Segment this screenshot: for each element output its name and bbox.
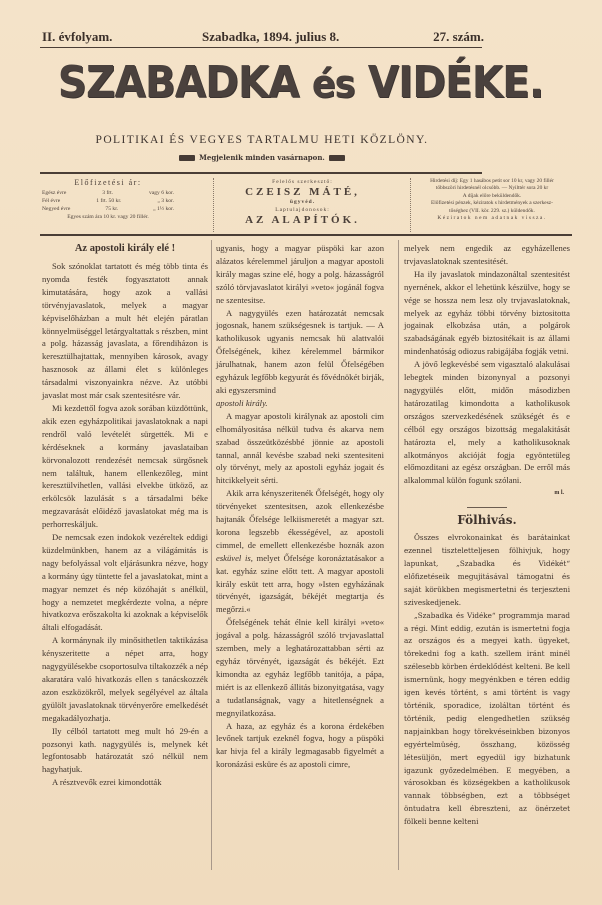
place-date: Szabadka, 1894. julius 8. [202, 29, 340, 44]
column-divider [398, 240, 399, 870]
editor-role: Felelős szerkesztő: [272, 179, 333, 185]
price-alt: „ 3 kor. [157, 198, 174, 204]
price-value: 75 kr. [105, 206, 119, 212]
paragraph [216, 487, 384, 616]
paragraph [216, 397, 384, 410]
paragraph: Ha ily javaslatok mindazonáltal szentesitést nyernének, akkor el lehetünk készülve, hogy se vége se hossza nem lesz oly trvjavaslatoknak, melyek az egyház többi törvény biztositotta jogainak elkobzása után, a polgárok szabadságának egyéb biztositékait is az állami mindenhatóság odiozus rabigájába fogják vetni. [404, 268, 570, 357]
ad-line: Kéziratok nem adatnak vissza. [437, 215, 547, 222]
ad-line: többszöri hirdetésnél olcsóbb. — Nyilttér sora 20 kr [435, 185, 549, 192]
price-row [42, 189, 174, 197]
subscription-box [42, 178, 174, 232]
paragraph: Sok szónoklat tartatott és még több tinta és nyomda festék fogyasztatott annak kimutatására, hogy azok a vallási törvényjavaslatok, melyek a magyar képviselőházban a mult hét elején páratlan könnyelmüséggel letárgyaltattak s részben, mint a polg. házasság javaslata, a főrendiházon is keresztülhajtattak, mennyiben károsok, avagy hasznosok az állami élet s különleges társadalmi viszonyainkra nézve. Az utóbbi javaslat most már csak szentesitésre vár. [42, 261, 208, 401]
column-2 [216, 242, 384, 771]
paragraph: Őfelségének tehát élnie kell királyi »veto« jogával a polg. házasságról szóló trvjavaslattal szemben, mely a leghatározattabban sérti az egyház törvényét, igazságát és békéjét. Ezt kimondta az egyház legfőbb tanitója, a pápa, miért is az ellenkező állitás bizonyitgatása, vagy a tudatlanságnak, vagy a hitetlenségnek a megnyilatkozása. [216, 617, 384, 718]
pointing-hand-icon [329, 155, 345, 161]
owners: AZ ALAPÍTÓK. [245, 214, 360, 226]
advertising-box [412, 178, 572, 232]
box-divider [410, 178, 411, 232]
masthead-part2: VIDÉKE. [354, 57, 544, 108]
price-label: Fél évre [42, 198, 61, 204]
masthead-part1: SZABADKA [57, 57, 312, 108]
subtitle: POLITIKAI ÉS VEGYES TARTALMU HETI KÖZLÖNY. [95, 134, 429, 146]
paragraph: A nagygyülés ezen határozatát nemcsak jogosnak, hanem szükségesnek is tartjuk. — A katholikusok ugyanis nemcsak hü alattvalói Őfelségének, kihez kérelemmel bármikor járulhatnak, hanem azon felül Őfelségében egyházuk legfőbb kegyurát és fővédnökét birják, aki egyszersmind [216, 307, 384, 395]
text: , melyet Őfelsége koronáztatásakor a kat. egyház szine előtt tett. A magyar apostoli király esküt tett arra, hogy »Isten egyházának törvényét, igazságát, békéjét megtartja és megőrzi.« [216, 552, 384, 615]
boxes-rule [40, 234, 572, 236]
article-title: Az apostoli király elé ! [74, 243, 176, 254]
editor-name: CZEISZ MÁTÉ, [245, 186, 360, 198]
paragraph: melyek nem engedik az egyházellenes trvjavaslatoknak szentesitését. [404, 243, 570, 266]
ad-line: Előfizetési pénzek, kéziratok s hirdetmények a szerkesz- [431, 200, 553, 207]
price-value: 3 frt. [102, 190, 114, 196]
author-signature: m l. [554, 490, 564, 497]
price-row [42, 205, 174, 213]
price-value: 1 frt. 50 kr. [96, 198, 122, 204]
top-rule [40, 47, 482, 48]
subscription-title: Előfizetési ár: [74, 178, 142, 187]
paragraph: De nemcsak ezen indokok vezéreltek eddigi küzdelmünkben, hanem az a világámitás is nagy befolyással volt eljárásunkra nézve, hogy a kormány úgy tüntette fel a javaslatokat, mint a magyar nemzet és nép közóhaját s anélkül, hogy a nemzetet megkérdezte volna, a népre hivatkozva erőszakolta ki azoknak a képviselők általi elfogadását. [42, 532, 208, 633]
ad-line: A díjak előre beküldendők. [462, 192, 522, 199]
article-title: Fölhivás. [457, 513, 517, 528]
publication-note [40, 153, 484, 162]
single-copy-price: Egyes szám ára 10 kr. vagy 20 fillér. [67, 214, 149, 220]
issue-line [42, 29, 484, 45]
column-1 [42, 242, 208, 789]
masthead-es: és [311, 62, 355, 106]
emphasis: esküvel is [216, 552, 251, 563]
owners-label: Laptulajdonosok: [275, 207, 330, 213]
pointing-hand-icon [179, 155, 195, 161]
separator [467, 507, 507, 508]
price-label: Negyed évre [42, 206, 71, 212]
price-label: Egész évre [42, 190, 67, 196]
paragraph: Összes elvrokonainkat és barátainkat ezennel tiszteletteljesen fölhivjuk, hogy lapunkat, „Szabadka és Vidékét“ előfizetéseik megujitásával támogatni és saját körükben megismertetni és terjeszteni sziveskedjenek. [404, 533, 570, 607]
paragraph: „Szabadka és Vidéke“ programmja marad a régi. Mint eddig, ezután is ismertetni fogja az országos és a megyei kath. ügyeket, törekedni fog a kath. szellem iránt minél szélesebb körben érdeklődést kelteni. Be kell ismernünk, hogy megyénkben e téren eddig igen kevés történt, s ami történt is vagy történik, sporadice, izoláltan történt és történik, pedig elengedhetlen szükség napjainkban hogy törekvéseinkben bizonyos egyértelmüség, összhang, közösség létesüljön, mert egyedül igy bizhatunk igazunk győzedelmében. E megyében, a városokban és községekben a katholikusok vannak többségben, ezt a többséget öntudatra kell ébreszteni, az önérzetet fölkeli benne kelteni [404, 610, 570, 827]
paragraph: Mi kezdettől fogva azok sorában küzdöttünk, akik ezen egyházpolitikai javaslatoknak a napi rendről való levételét sürgették. Mi e kérdéseknek a kormány javaslataiban körvonalozott rendezését nemcsak sürgősnek nem találtuk, hanem ellenkezőleg, mint keresztülvihetlen, vallási elvekbe ütköző, az erkölcsök lazulását s a társadalmi béke megzavarását előidéző javaslatokat még ma is perhorreskáljuk. [42, 402, 208, 530]
price-alt: vagy 6 kor. [148, 190, 174, 196]
paragraph: Ily célból tartatott meg mult hó 29-én a pozsonyi kath. nagygyülés is, melynek két legfontosabb határozatát szó nélkül nem hagyhatjuk. [42, 725, 208, 775]
column-3 [404, 242, 570, 829]
issue-number: 27. szám. [433, 29, 484, 44]
column-divider [211, 240, 212, 870]
price-alt: „ 1½ kor. [153, 206, 174, 212]
price-row [42, 197, 174, 205]
emphasis: apostoli király. [216, 397, 268, 408]
paragraph: A kormánynak ily minősithetlen taktikázása kényszeritette a népet arra, hogy nagygyülésekbe csoportosulva tiltakozzék a nép akaratára való hivatkozás ellen s tanácskozzék azon eszközökről, melyek segélyével az általa gyülölt javaslatoknak törvényerőre emelkedését megakadályozhatja. [42, 635, 208, 723]
box-divider [213, 178, 214, 232]
paragraph: A haza, az egyház és a korona érdekében levőnek tartjuk ezeknél fogva, hogy a püspöki kar hivja fel a király legmagasabb figyelmét a koronázási esküre és az apostoli cimre, [216, 720, 384, 770]
paragraph: A résztvevők ezrei kimondották [52, 777, 162, 788]
text: Akik arra kényszeritenék Őfelségét, hogy oly törvényeket szentesitsen, azok ellenkezésbe hajtanák Őfelsége lelkiismeretét a magyar szt. korona legszebb ékességével, az apostoli cimmel, de emellett ellenkezésbe hoznák azon [216, 488, 384, 550]
ad-line: Hirdetési díj: Egy 1 hasábos petit sor 10 kr, vagy 20 fillér [430, 178, 554, 184]
ad-line: tőséghez (VII. kör. 229. sz.) küldendők. [449, 207, 535, 214]
paragraph: ugyanis, hogy a magyar püspöki kar azon alázatos kérelemmel járuljon a magyar apostoli király magas szine elé, hogy a polg. házasságról szóló törvjavaslatot királyi »veto« jogánál fogva ne szentesitse. [216, 243, 384, 305]
editor-box [215, 178, 390, 232]
publication-note-text: Megjelenik minden vasárnapon. [199, 153, 325, 162]
header-rule [40, 172, 482, 174]
paragraph: A magyar apostoli királynak az apostoli cim elhomályositása nélkül tudva és akarva nem szabad összeütközésbbé jönnie az apostoli tannal, annál kevésbe szabad neki szentesiteni oly törvényt, mely az apostoli egyház jogait és hitcikkelyeit sérti. [216, 410, 384, 486]
masthead-title [57, 57, 544, 108]
editor-title: ügyvéd. [289, 199, 316, 205]
paragraph: A jövő legkevésbé sem vigasztaló alakulásai lebegtek minden bizonynyal a pozsonyi nagygyülés előtt, midőn másodizben határozatilag kimondotta a katholikusok országos szervezkedésének szükségét és e célból egy országos bizottság megalakitását határozta el, mely a katholikusoknak alkotmányos akcióját fogja egyöntetüleg előmozditani az egész országban. De erről más alkalommal külön fogunk szólani. [404, 359, 570, 486]
volume-label: II. évfolyam. [42, 29, 113, 44]
